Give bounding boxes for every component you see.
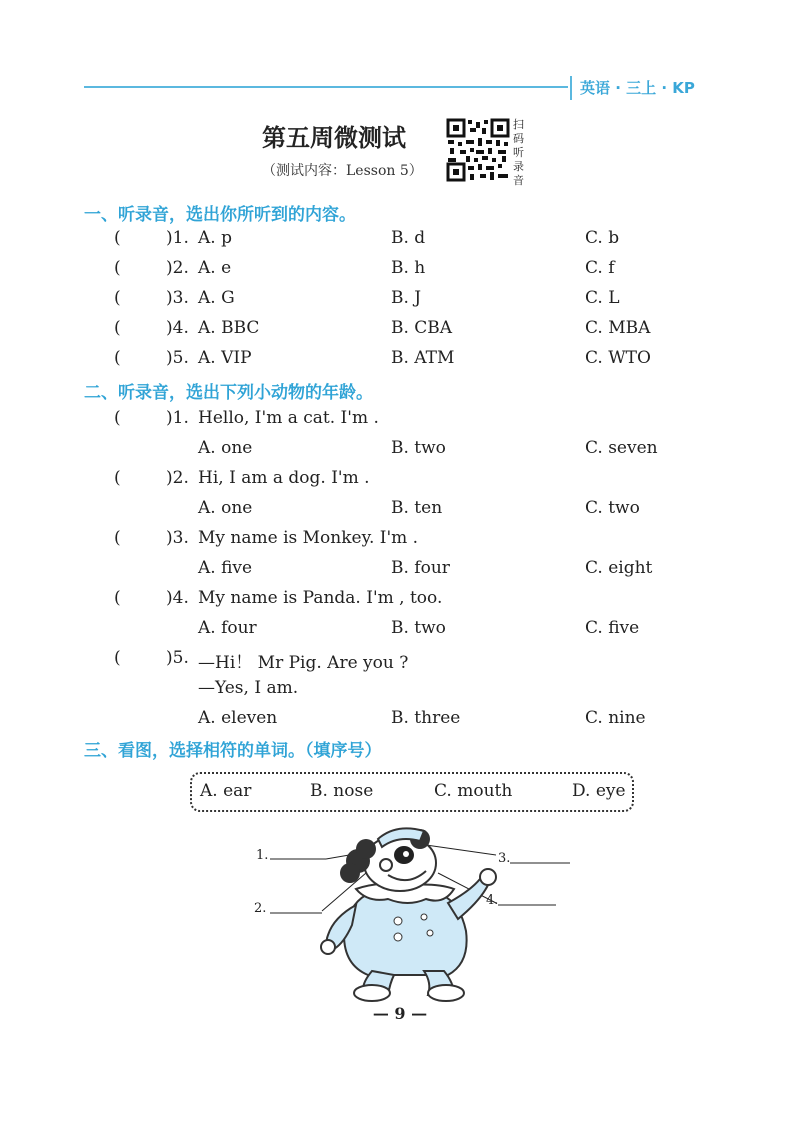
section2-question <box>0 648 800 672</box>
section2-heading: 二、听录音，选出下列小动物的年龄。 <box>84 383 373 403</box>
section2-options <box>0 558 800 582</box>
word-option: A. ear <box>200 781 252 801</box>
option-b: B. two <box>391 438 446 458</box>
section2-question <box>0 588 800 612</box>
question-stem: My name is Panda. I'm <box>198 588 394 608</box>
question-number: )1. <box>166 228 189 248</box>
option-a: A. one <box>198 498 253 518</box>
question-number: )2. <box>166 258 189 278</box>
answer-paren[interactable]: ( <box>114 258 121 278</box>
option-c: C. L <box>585 288 620 308</box>
question-number: )2. <box>166 468 189 488</box>
question-stem: Hello, I'm a cat. I'm <box>198 408 369 428</box>
section2-question <box>0 468 800 492</box>
section1-item <box>0 228 800 252</box>
figure-label-3: 3. <box>498 851 511 866</box>
question-number: )3. <box>166 528 189 548</box>
question-text <box>198 528 418 548</box>
option-b: B. two <box>391 618 446 638</box>
qr-code-icon <box>446 118 510 182</box>
question-number: )3. <box>166 288 189 308</box>
section2-question <box>0 528 800 552</box>
qr-caption-char: 录 <box>513 160 524 173</box>
option-c: C. b <box>585 228 620 248</box>
option-c: C. five <box>585 618 640 638</box>
question-text <box>198 408 379 428</box>
reply-text: —Yes, I am. <box>198 678 299 698</box>
clown-illustration <box>248 825 588 1005</box>
question-text <box>198 588 442 608</box>
question-number: )4. <box>166 588 189 608</box>
option-a: A. eleven <box>198 708 278 728</box>
header-rule <box>84 86 568 88</box>
word-bank <box>190 772 634 812</box>
option-a: A. one <box>198 438 253 458</box>
question-end: ? <box>399 653 409 673</box>
section1-item <box>0 348 800 372</box>
header-divider <box>570 76 572 100</box>
word-option: B. nose <box>310 781 374 801</box>
section2-options <box>0 708 800 732</box>
answer-paren[interactable]: ( <box>114 288 121 308</box>
qr-caption <box>513 118 525 188</box>
answer-paren[interactable]: ( <box>114 318 121 338</box>
question-end: , too. <box>399 588 443 608</box>
qr-caption-char: 音 <box>513 174 524 187</box>
question-number: )5. <box>166 648 189 668</box>
option-a: A. p <box>198 228 232 248</box>
qr-caption-char: 扫 <box>513 118 524 131</box>
answer-paren[interactable]: ( <box>114 228 121 248</box>
option-b: B. ATM <box>391 348 455 368</box>
section3-heading: 三、看图，选择相符的单词。（填序号） <box>84 741 382 761</box>
option-a: A. four <box>198 618 257 638</box>
option-a: A. five <box>198 558 253 578</box>
section1-item <box>0 288 800 312</box>
option-c: C. f <box>585 258 615 278</box>
option-a: A. G <box>198 288 235 308</box>
answer-paren[interactable]: ( <box>114 648 121 668</box>
qr-caption-char: 听 <box>513 146 524 159</box>
option-c: C. eight <box>585 558 653 578</box>
option-c: C. two <box>585 498 640 518</box>
section2-reply <box>0 678 800 702</box>
option-c: C. seven <box>585 438 658 458</box>
option-c: C. MBA <box>585 318 651 338</box>
question-text <box>198 468 370 488</box>
option-b: B. three <box>391 708 461 728</box>
answer-paren[interactable]: ( <box>114 588 121 608</box>
word-option: D. eye <box>572 781 626 801</box>
question-number: )1. <box>166 408 189 428</box>
question-end: . <box>373 408 379 428</box>
question-stem: Hi, I am a dog. I'm <box>198 468 359 488</box>
option-c: C. nine <box>585 708 646 728</box>
question-number: )5. <box>166 348 189 368</box>
answer-paren[interactable]: ( <box>114 408 121 428</box>
section2-options <box>0 438 800 462</box>
header-label: 英语 · 三上 · KP <box>580 79 695 97</box>
answer-paren[interactable]: ( <box>114 528 121 548</box>
option-b: B. four <box>391 558 450 578</box>
question-end: . <box>364 468 370 488</box>
option-b: B. CBA <box>391 318 453 338</box>
question-stem: My name is Monkey. I'm <box>198 528 408 548</box>
section2-question <box>0 408 800 432</box>
qr-caption-char: 码 <box>513 132 524 145</box>
option-c: C. WTO <box>585 348 651 368</box>
question-number: )4. <box>166 318 189 338</box>
section1-item <box>0 318 800 342</box>
option-a: A. e <box>198 258 232 278</box>
page-number: — 9 — <box>372 1004 428 1023</box>
option-a: A. BBC <box>198 318 260 338</box>
option-b: B. ten <box>391 498 443 518</box>
page-title: 第五周微测试 <box>262 123 406 152</box>
figure-label-2: 2. <box>254 901 267 916</box>
question-end: . <box>412 528 419 548</box>
figure-label-1: 1. <box>256 848 269 863</box>
section1-item <box>0 258 800 282</box>
option-b: B. d <box>391 228 426 248</box>
option-b: B. h <box>391 258 426 278</box>
word-option: C. mouth <box>434 781 513 801</box>
question-text <box>198 648 408 673</box>
figure-label-4: 4. <box>486 893 499 908</box>
section2-options <box>0 618 800 642</box>
section1-heading: 一、听录音，选出你所听到的内容。 <box>84 205 356 225</box>
question-stem: —Hi！ Mr Pig. Are you <box>198 653 394 673</box>
option-a: A. VIP <box>198 348 252 368</box>
section2-options <box>0 498 800 522</box>
option-b: B. J <box>391 288 422 308</box>
answer-paren[interactable]: ( <box>114 348 121 368</box>
page-subtitle: （测试内容：Lesson 5） <box>262 163 423 179</box>
answer-paren[interactable]: ( <box>114 468 121 488</box>
